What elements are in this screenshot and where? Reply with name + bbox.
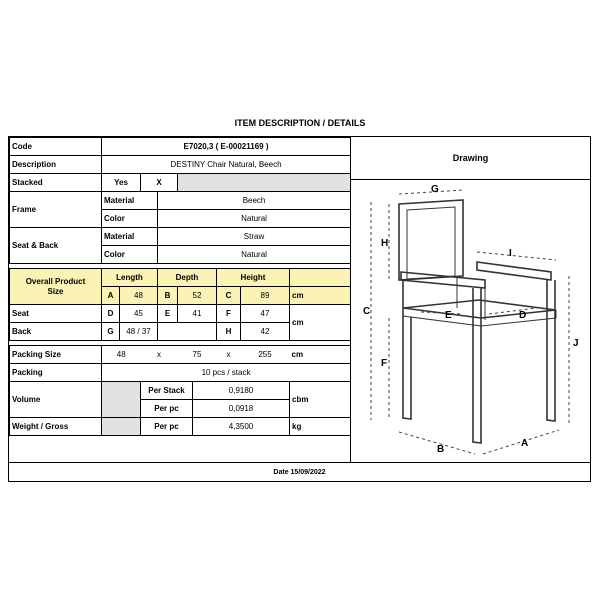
per-stack-value: 0,9180: [193, 382, 290, 400]
volume-unit: cbm: [290, 382, 351, 418]
date-footer: Date 15/09/2022: [9, 462, 590, 481]
drawing-header: Drawing: [350, 137, 590, 180]
stacked-blank: [178, 174, 351, 192]
packing-value: 10 pcs / stack: [102, 364, 351, 382]
per-stack-label: Per Stack: [141, 382, 193, 400]
drawing-letter-c: C: [363, 306, 371, 317]
stacked-label: Stacked: [10, 174, 102, 192]
backrest-shape: [399, 200, 463, 280]
description-value: DESTINY Chair Natural, Beech: [102, 156, 351, 174]
letter-h: H: [217, 323, 241, 341]
seat-color-value: Natural: [158, 246, 351, 264]
front-right-leg: [473, 288, 481, 443]
row-volume-stack: [10, 382, 351, 400]
row-code: [10, 138, 351, 156]
back-g-value: 48 / 37: [120, 323, 158, 341]
packing-height: 255: [241, 346, 290, 364]
overall-size-label: [10, 269, 102, 305]
chair-drawing: [350, 180, 590, 462]
armrest-right: [477, 262, 551, 280]
length-value: 48: [120, 287, 158, 305]
packing-unit: cm: [290, 346, 351, 364]
packing-label: Packing: [10, 364, 102, 382]
drawing-letter-a: A: [521, 438, 529, 449]
weight-per-pc-label: Per pc: [141, 418, 193, 436]
row-seat: [10, 305, 351, 323]
letter-e: E: [158, 305, 178, 323]
weight-label: Weight / Gross: [10, 418, 102, 436]
drawing-letter-i: I: [509, 248, 512, 259]
depth-label: Depth: [158, 269, 217, 287]
letter-a: A: [102, 287, 120, 305]
drawing-letter-g: G: [431, 184, 439, 195]
overall-label-line1: Overall Product: [25, 276, 86, 286]
spec-table: [9, 137, 351, 436]
back-right-leg: [547, 280, 555, 421]
row-description: [10, 156, 351, 174]
height-label: Height: [217, 269, 290, 287]
weight-unit: kg: [290, 418, 351, 436]
row-overall-header: [10, 269, 351, 287]
stacked-yes: Yes: [102, 174, 141, 192]
seat-material-label: Material: [102, 228, 158, 246]
drawing-letter-j: J: [573, 338, 579, 349]
volume-per-pc-value: 0,0918: [193, 400, 290, 418]
drawing-letter-b: B: [437, 444, 445, 455]
seat-back-label: Seat & Back: [10, 228, 102, 264]
seat-material-value: Straw: [158, 228, 351, 246]
frame-material-label: Material: [102, 192, 158, 210]
row-seat-material: [10, 228, 351, 246]
volume-per-pc-label: Per pc: [141, 400, 193, 418]
height-value: 89: [241, 287, 290, 305]
drawing-letter-h: H: [381, 238, 389, 249]
seat-shape: [403, 300, 556, 318]
packing-size-label: Packing Size: [10, 346, 102, 364]
frame-material-value: Beech: [158, 192, 351, 210]
backrest-inner: [407, 207, 455, 279]
frame-color-value: Natural: [158, 210, 351, 228]
packing-width: 75: [178, 346, 217, 364]
seat-f-value: 47: [241, 305, 290, 323]
back-blank: [158, 323, 217, 341]
packing-length: 48: [102, 346, 141, 364]
stacked-mark: X: [141, 174, 178, 192]
row-weight: [10, 418, 351, 436]
code-value: E7020,3 ( E-00021169 ): [102, 138, 351, 156]
frame-color-label: Color: [102, 210, 158, 228]
letter-g: G: [102, 323, 120, 341]
dim-i-line: [477, 252, 556, 260]
chair-illustration: [351, 180, 589, 462]
packing-x1: x: [141, 346, 178, 364]
seat-e-value: 41: [178, 305, 217, 323]
armrest-left: [401, 272, 485, 288]
frame-label: Frame: [10, 192, 102, 228]
code-label: Code: [10, 138, 102, 156]
depth-value: 52: [178, 287, 217, 305]
row-packing-size: [10, 346, 351, 364]
drawing-letter-e: E: [445, 310, 452, 321]
overall-header-blank: [290, 269, 351, 287]
seat-color-label: Color: [102, 246, 158, 264]
row-frame-material: [10, 192, 351, 210]
description-label: Description: [10, 156, 102, 174]
seat-label: Seat: [10, 305, 102, 323]
length-label: Length: [102, 269, 158, 287]
seat-d-value: 45: [120, 305, 158, 323]
row-packing: [10, 364, 351, 382]
back-label: Back: [10, 323, 102, 341]
volume-blank: [102, 382, 141, 418]
overall-unit: cm: [290, 287, 351, 305]
volume-label: Volume: [10, 382, 102, 418]
back-h-value: 42: [241, 323, 290, 341]
packing-x2: x: [217, 346, 241, 364]
overall-label-line2: Size: [47, 286, 64, 296]
front-left-leg: [403, 280, 411, 419]
letter-b: B: [158, 287, 178, 305]
spec-sheet: [8, 136, 591, 482]
drawing-letter-f: F: [381, 358, 388, 369]
letter-f: F: [217, 305, 241, 323]
drawing-letter-d: D: [519, 310, 527, 321]
page-title: ITEM DESCRIPTION / DETAILS: [234, 118, 366, 128]
seat-back-unit: cm: [290, 305, 351, 341]
letter-d: D: [102, 305, 120, 323]
weight-blank: [102, 418, 141, 436]
letter-c: C: [217, 287, 241, 305]
row-stacked: [10, 174, 351, 192]
weight-value: 4,3500: [193, 418, 290, 436]
